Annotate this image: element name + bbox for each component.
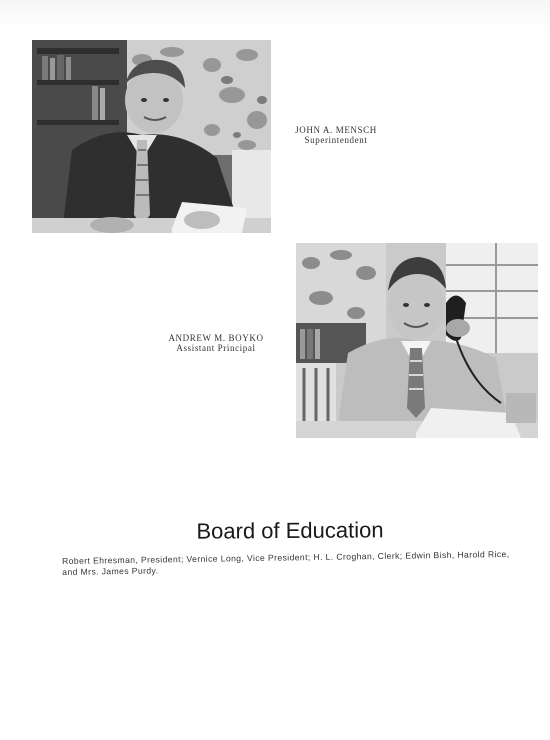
assistant-principal-name: ANDREW M. BOYKO: [168, 333, 264, 343]
superintendent-photo: [32, 40, 271, 233]
board-heading: Board of Education: [196, 517, 384, 544]
board-members: [62, 549, 530, 578]
superintendent-role: Superintendent: [304, 135, 368, 145]
board-members-line-2: and Mrs. James Purdy.: [62, 565, 159, 577]
superintendent-name: JOHN A. MENSCH: [295, 125, 377, 135]
superintendent-photo-illustration: [32, 40, 271, 233]
assistant-principal-photo: [296, 243, 538, 438]
board-members-line-1: Robert Ehresman, President; Vernice Long, Vice President; H. L. Croghan, Clerk; Edwin Bish, Harold Rice,: [62, 548, 510, 566]
assistant-principal-photo-illustration: [296, 243, 538, 438]
assistant-principal-caption: [168, 333, 264, 353]
superintendent-caption: [288, 125, 384, 145]
assistant-principal-role: Assistant Principal: [176, 343, 256, 353]
